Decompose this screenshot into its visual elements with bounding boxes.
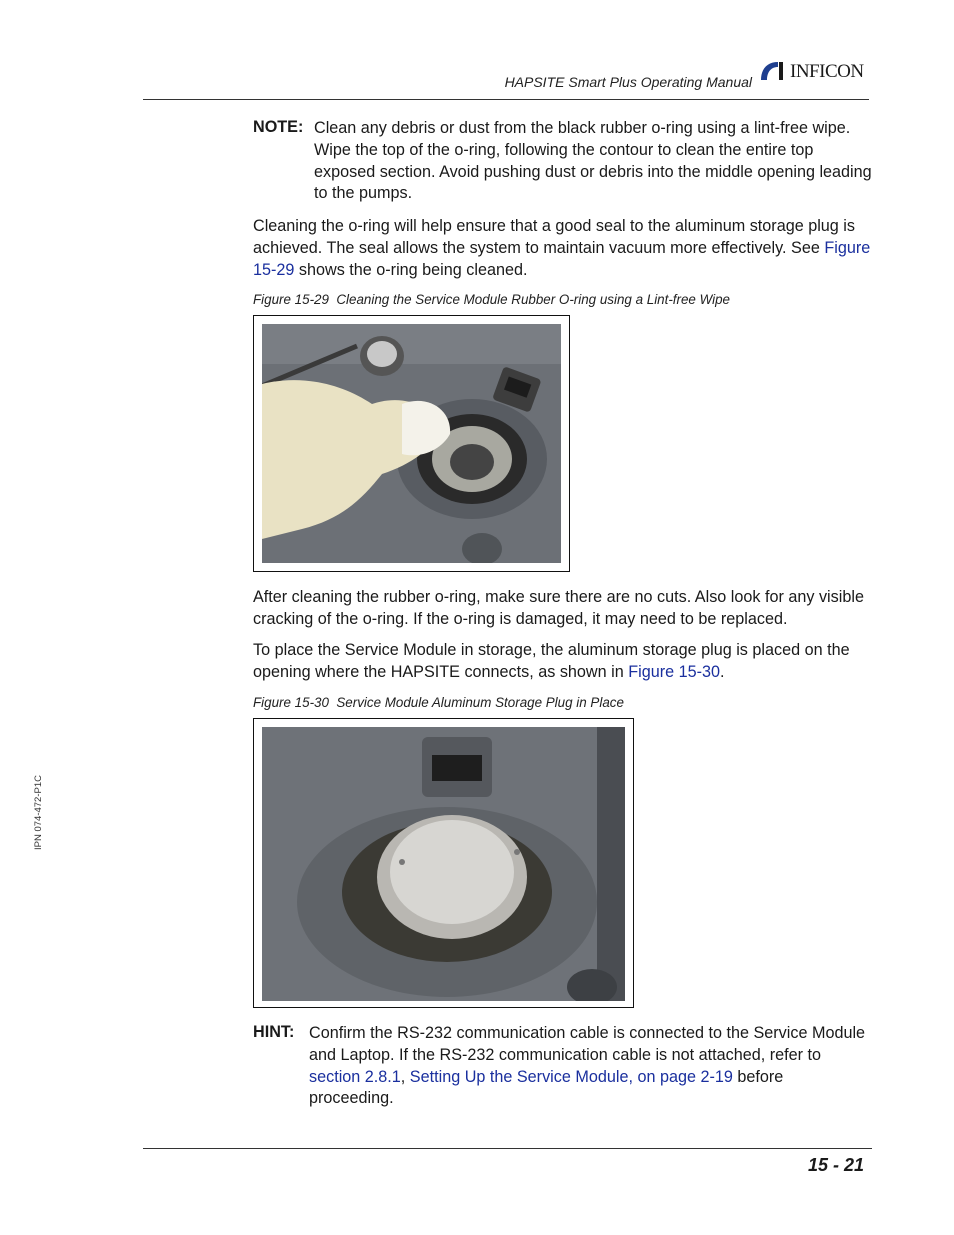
figure-15-29-link[interactable]: Figure 15-29 bbox=[253, 238, 871, 279]
figure-caption: Figure 15-29 Cleaning the Service Module Rubber O-ring using a Lint-free Wipe bbox=[253, 292, 730, 307]
ipn-code: IPN 074-472-P1C bbox=[33, 775, 44, 850]
storage-plug-photo bbox=[262, 727, 625, 1001]
figure-15-30-link[interactable]: Figure 15-30 bbox=[628, 662, 721, 681]
paragraph-oring-seal bbox=[253, 216, 873, 281]
footer-rule bbox=[143, 1148, 872, 1149]
section-2-8-1-link[interactable]: section 2.8.1 bbox=[309, 1067, 401, 1086]
figure-frame bbox=[253, 718, 634, 1008]
paragraph-inspect-oring: After cleaning the rubber o-ring, make sure there are no cuts. Also look for any visible cracking of the o-ring. If the o-ring is damaged, it may need to be replaced. bbox=[253, 588, 864, 628]
oring-cleaning-photo bbox=[262, 324, 561, 563]
paragraph-text: shows the o-ring being cleaned. bbox=[294, 260, 528, 279]
setting-up-service-module-link[interactable]: Setting Up the Service Module, on page 2-19 bbox=[409, 1067, 733, 1086]
hint-separator: , bbox=[400, 1067, 410, 1086]
hint-text bbox=[309, 1023, 871, 1110]
paragraph-text: . bbox=[720, 662, 725, 681]
note-text: Clean any debris or dust from the black rubber o-ring using a lint-free wipe. Wipe the top of the o-ring, following the contour to clean the entire top exposed section. Avoid pushing dust or debris into the middle opening leading to the pumps. bbox=[314, 119, 872, 203]
paragraph-text: To place the Service Module in storage, the aluminum storage plug is placed on the opening where the HAPSITE connects, as shown in bbox=[253, 641, 850, 681]
hint-text-part: before proceeding. bbox=[309, 1067, 784, 1108]
figure-frame bbox=[253, 315, 570, 572]
header-rule bbox=[143, 99, 869, 100]
page-number: 15 - 21 bbox=[807, 1155, 864, 1175]
hint-text-part: Confirm the RS-232 communication cable is connected to the Service Module and Laptop. If the RS-232 communication cable is not attached, refer to bbox=[309, 1024, 866, 1064]
hint-label: HINT: bbox=[253, 1023, 295, 1041]
paragraph-storage-plug bbox=[253, 640, 873, 684]
paragraph-text: Cleaning the o-ring will help ensure that a good seal to the aluminum storage plug is achieved. The seal allows the system to maintain vacuum more effectively. See bbox=[253, 217, 855, 257]
logo-text: INFICON bbox=[790, 61, 864, 82]
manual-title: HAPSITE Smart Plus Operating Manual bbox=[504, 74, 752, 90]
note-label: NOTE: bbox=[253, 118, 304, 136]
figure-caption: Figure 15-30 Service Module Aluminum Storage Plug in Place bbox=[253, 695, 624, 710]
